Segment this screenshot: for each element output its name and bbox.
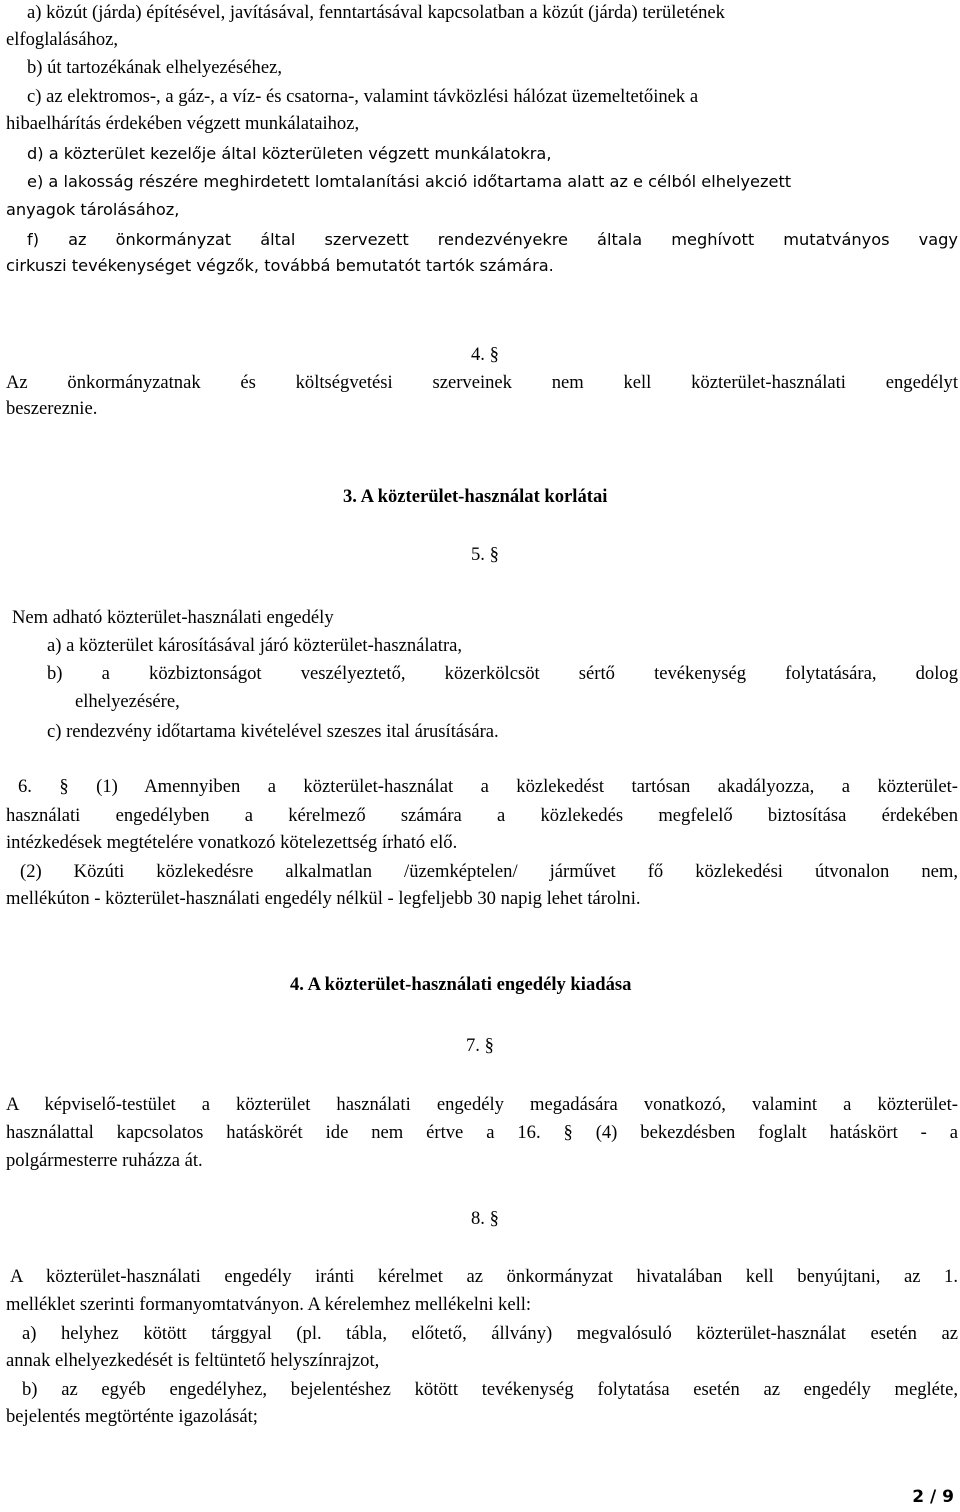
chapter-heading: 4. A közterület-használati engedély kiadása <box>290 974 632 995</box>
text-line: használati engedélyben a kérelmező számára a közlekedés megfelelő biztosítása érdekében <box>6 805 958 826</box>
text-line: (2) Közúti közlekedésre alkalmatlan /üzemképtelen/ járművet fő közlekedési útvonalon nem, <box>20 861 958 882</box>
text-line: a) közút (járda) építésével, javításával, fenntartásával kapcsolatban a közút (járda) területének <box>27 2 725 23</box>
section-mark-8: 8. § <box>471 1208 499 1229</box>
text-line: b) a közbiztonságot veszélyeztető, közerkölcsöt sértő tevékenység folytatására, dolog <box>47 663 958 684</box>
text-line: beszereznie. <box>6 398 98 419</box>
text-line: Nem adható közterület-használati engedély <box>12 607 334 628</box>
text-line: cirkuszi tevékenységet végzők, továbbá bemutatót tartók számára. <box>6 256 554 275</box>
text-line: c) az elektromos-, a gáz-, a víz- és csatorna-, valamint távközlési hálózat üzemeltetőinek a <box>27 86 699 107</box>
text-line: c) rendezvény időtartama kivételével szeszes ital árusítására. <box>47 721 499 742</box>
chapter-heading: 3. A közterület-használat korlátai <box>343 486 608 507</box>
text-line: A közterület-használati engedély iránti kérelmet az önkormányzat hivatalában kell benyújtani, az 1. <box>10 1266 958 1287</box>
text-line: A képviselő-testület a közterület használati engedély megadására vonatkozó, valamint a közterület- <box>6 1094 958 1115</box>
text-line: b) az egyéb engedélyhez, bejelentéshez kötött tevékenység folytatása esetén az engedély megléte, <box>22 1379 958 1400</box>
text-line: anyagok tárolásához, <box>6 200 180 219</box>
text-line: bejelentés megtörténte igazolását; <box>6 1406 258 1427</box>
text-line: a) helyhez kötött tárggyal (pl. tábla, előtető, állvány) megvalósuló közterület-használat esetén az <box>22 1323 958 1344</box>
text-line: 6. § (1) Amennyiben a közterület-használat a közlekedést tartósan akadályozza, a közterület- <box>18 776 958 797</box>
text-line: hibaelhárítás érdekében végzett munkálataihoz, <box>6 113 360 134</box>
section-mark-7: 7. § <box>466 1035 494 1056</box>
text-line: elfoglalásához, <box>6 29 119 50</box>
text-line: elhelyezésére, <box>75 691 180 712</box>
text-line: Az önkormányzatnak és költségvetési szerveinek nem kell közterület-használati engedélyt <box>6 372 958 393</box>
text-line: e) a lakosság részére meghirdetett lomtalanítási akció időtartama alatt az e célból elhelyezett <box>27 172 792 191</box>
text-line: d) a közterület kezelője által közterületen végzett munkálatokra, <box>27 144 552 163</box>
page-number: 2 / 9 <box>912 1487 954 1507</box>
text-line: a) a közterület károsításával járó közterület-használatra, <box>47 635 463 656</box>
text-line: polgármesterre ruházza át. <box>6 1150 203 1171</box>
text-line: annak elhelyezkedését is feltüntető helyszínrajzot, <box>6 1350 380 1371</box>
section-mark-4: 4. § <box>471 344 499 365</box>
text-line: intézkedések megtételére vonatkozó kötelezettség írható elő. <box>6 832 458 853</box>
text-line: melléklet szerinti formanyomtatványon. A kérelemhez mellékelni kell: <box>6 1294 532 1315</box>
text-line: f) az önkormányzat által szervezett rendezvényekre általa meghívott mutatványos vagy <box>27 230 958 249</box>
section-mark-5: 5. § <box>471 544 499 565</box>
text-line: használattal kapcsolatos hatáskörét ide nem értve a 16. § (4) bekezdésben foglalt hatáskört - a <box>6 1122 958 1143</box>
text-line: b) út tartozékának elhelyezéséhez, <box>27 57 283 78</box>
text-line: mellékúton - közterület-használati engedély nélkül - legfeljebb 30 napig lehet tárolni. <box>6 888 641 909</box>
